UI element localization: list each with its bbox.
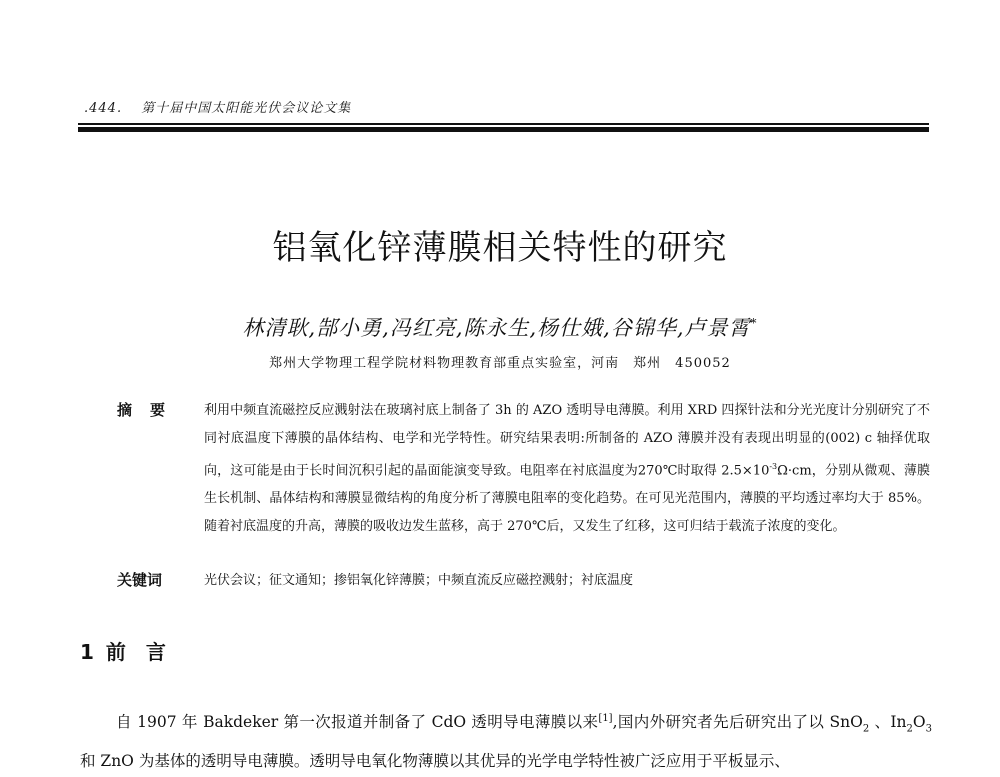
body-text-1: 自 1907 年 Bakdeker 第一次报道并制备了 CdO 透明导电薄膜以来 [116, 713, 599, 732]
keywords-label: 关键词 [117, 571, 163, 589]
subscript: 2 [906, 723, 913, 735]
abstract-text [204, 397, 930, 541]
corresponding-author-mark: * [750, 316, 758, 330]
header-rule-thin [78, 123, 929, 125]
running-header [84, 97, 351, 116]
body-text-3: 、In [869, 713, 907, 732]
body-text-2: ,国内外研究者先后研究出了以 SnO [612, 713, 863, 732]
paper-title: 铝氧化锌薄膜相关特性的研究 [272, 228, 728, 268]
author-names: 林清耿,郜小勇,冯红亮,陈永生,杨仕娥,谷锦华,卢景霄 [242, 316, 751, 340]
abstract-label: 摘要 [117, 401, 184, 419]
abstract-text-part1: 利用中频直流磁控反应溅射法在玻璃衬底上制备了 3h 的 AZO 透明导电薄膜。利用 XRD 四探针法和分光光度计分别研究了不同衬底温度下薄膜的晶体结构、电学和光学特性。研究结果表明:所制备的 AZO 薄膜并没有表现出明显的(002) c 轴择优取向，这可能是由于长时间沉积引起的晶面能演变导致。电阻率在衬底温度为270℃时取得 2.5×10 [204, 403, 930, 479]
section-heading [80, 636, 186, 665]
keywords-text: 光伏会议；征文通知；掺铝氧化锌薄膜；中频直流反应磁控溅射；衬底温度 [204, 573, 634, 588]
citation-ref: [1] [598, 713, 613, 724]
header-rule-thick [78, 127, 929, 132]
abstract-text-part2: Ω·cm，分别从微观、薄膜生长机制、晶体结构和薄膜显微结构的角度分析了薄膜电阻率的变化趋势。在可见光范围内，薄膜的平均透过率均大于 85%。随着衬底温度的升高，薄膜的吸收边发生蓝移，高于 270℃后，又发生了红移，这可归结于载流子浓度的变化。 [204, 463, 930, 535]
section-title: 前言 [105, 640, 186, 664]
body-paragraph [80, 703, 932, 777]
subscript: 3 [925, 723, 932, 735]
journal-name: 第十届中国太阳能光伏会议论文集 [141, 101, 352, 116]
body-text-5: 和 ZnO 为基体的透明导电薄膜。透明导电氧化物薄膜以其优异的光学电学特性被广泛应用于平板显示、 [80, 752, 790, 771]
exponent: -3 [769, 462, 778, 471]
affiliation: 郑州大学物理工程学院材料物理教育部重点实验室，河南 郑州 450052 [269, 356, 731, 371]
section-number: 1 [80, 640, 94, 664]
author-list [0, 312, 1000, 342]
body-text-4: O [912, 713, 926, 732]
subscript: 2 [862, 723, 870, 735]
page-number: .444. [84, 101, 123, 116]
